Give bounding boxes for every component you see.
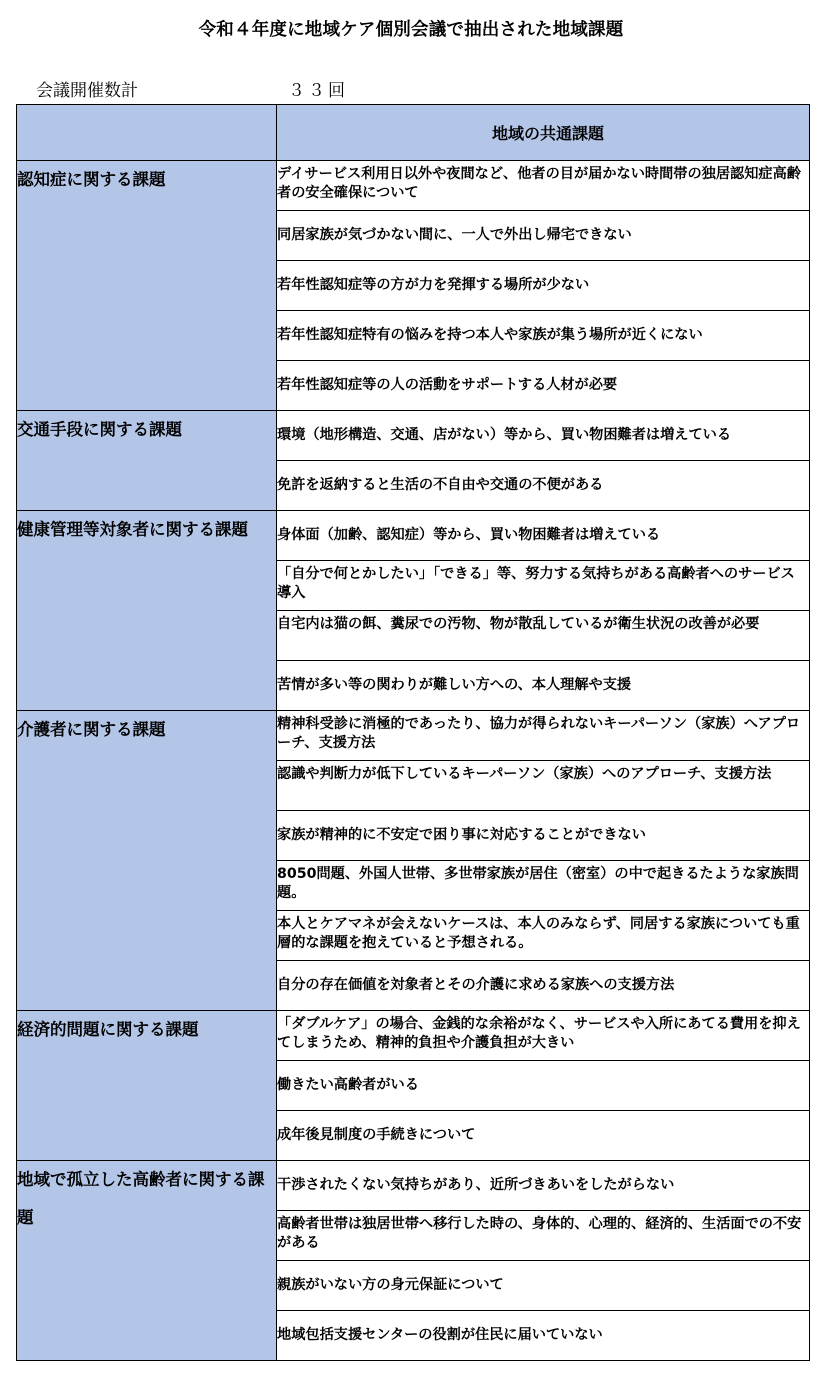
issue-cell: 若年性認知症特有の悩みを持つ本人や家族が集う場所が近くにない	[277, 311, 810, 361]
meeting-count-label: 会議開催数計	[36, 81, 138, 101]
issue-cell: 苦情が多い等の関わりが難しい方への、本人理解や支援	[277, 661, 810, 711]
category-cell-health: 健康管理等対象者に関する課題	[17, 511, 277, 711]
page-title: 令和４年度に地域ケア個別会議で抽出された地域課題	[198, 20, 624, 40]
issue-cell: 8050問題、外国人世帯、多世帯家族が居住（密室）の中で起きるたような家族問題。	[277, 861, 810, 911]
table-row	[17, 1011, 810, 1061]
issue-cell: 同居家族が気づかない間に、一人で外出し帰宅できない	[277, 211, 810, 261]
issue-cell: 干渉されたくない気持ちがあり、近所づきあいをしたがらない	[277, 1161, 810, 1211]
table-row	[17, 511, 810, 561]
table-row	[17, 161, 810, 211]
table-row	[17, 411, 810, 461]
category-cell-caregiver: 介護者に関する課題	[17, 711, 277, 1011]
issue-cell: 若年性認知症等の方が力を発揮する場所が少ない	[277, 261, 810, 311]
issue-cell: 家族が精神的に不安定で困り事に対応することができない	[277, 811, 810, 861]
issue-cell: デイサービス利用日以外や夜間など、他者の目が届かない時間帯の独居認知症高齢者の安全確保について	[277, 161, 810, 211]
issue-cell: 「自分で何とかしたい」「できる」等、努力する気持ちがある高齢者へのサービス導入	[277, 561, 810, 611]
issue-cell: 地域包括支援センターの役割が住民に届いていない	[277, 1311, 810, 1361]
category-cell-isolation: 地域で孤立した高齢者に関する課題	[17, 1161, 277, 1361]
issue-cell: 高齢者世帯は独居世帯へ移行した時の、身体的、心理的、経済的、生活面での不安がある	[277, 1211, 810, 1261]
issue-cell: 自宅内は猫の餌、糞尿での汚物、物が散乱しているが衛生状況の改善が必要	[277, 611, 810, 661]
issue-cell: 若年性認知症等の人の活動をサポートする人材が必要	[277, 361, 810, 411]
table-row	[17, 711, 810, 761]
table-header-row	[17, 105, 810, 161]
category-cell-transport: 交通手段に関する課題	[17, 411, 277, 511]
issue-cell: 精神科受診に消極的であったり、協力が得られないキーパーソン（家族）へアプローチ、支援方法	[277, 711, 810, 761]
issue-cell: 自分の存在価値を対象者とその介護に求める家族への支援方法	[277, 961, 810, 1011]
category-column-header	[17, 105, 277, 161]
category-cell-economic: 経済的問題に関する課題	[17, 1011, 277, 1161]
issue-cell: 認識や判断力が低下しているキーパーソン（家族）へのアプローチ、支援方法	[277, 761, 810, 811]
issue-cell: 環境（地形構造、交通、店がない）等から、買い物困難者は増えている	[277, 411, 810, 461]
issues-table	[16, 104, 810, 1361]
issue-cell: 免許を返納すると生活の不自由や交通の不便がある	[277, 461, 810, 511]
table-row	[17, 1161, 810, 1211]
issue-cell: 身体面（加齢、認知症）等から、買い物困難者は増えている	[277, 511, 810, 561]
issue-cell: 成年後見制度の手続きについて	[277, 1111, 810, 1161]
issue-cell: 「ダブルケア」の場合、金銭的な余裕がなく、サービスや入所にあてる費用を抑えてしまうため、精神的負担や介護負担が大きい	[277, 1011, 810, 1061]
issue-cell: 本人とケアマネが会えないケースは、本人のみならず、同居する家族についても重層的な課題を抱えていると予想される。	[277, 911, 810, 961]
category-cell-dementia: 認知症に関する課題	[17, 161, 277, 411]
issue-cell: 親族がいない方の身元保証について	[277, 1261, 810, 1311]
issue-cell: 働きたい高齢者がいる	[277, 1061, 810, 1111]
meeting-count-value: ３３回	[288, 81, 348, 101]
issues-column-header: 地域の共通課題	[277, 105, 810, 161]
